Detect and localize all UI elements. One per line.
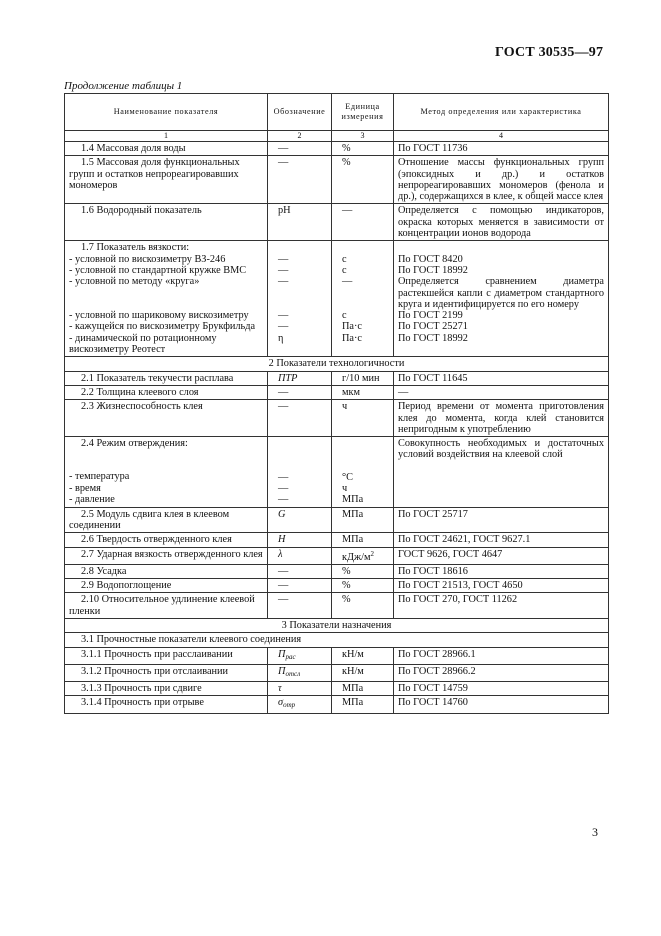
indicator-name: 3.1.4 Прочность при отрыве bbox=[81, 697, 204, 709]
unit-text: кДж/м bbox=[342, 551, 371, 563]
table-row bbox=[65, 647, 609, 664]
unit-text: ч bbox=[342, 483, 348, 495]
indicator-name: - время bbox=[69, 482, 101, 494]
indicator-name: 2.3 Жизнеспособность клея bbox=[81, 401, 203, 413]
symbol-text: λ bbox=[278, 548, 283, 560]
symbol-text: — bbox=[278, 264, 289, 276]
unit-cell bbox=[332, 400, 394, 437]
symbol-cell bbox=[268, 385, 332, 399]
table-row bbox=[65, 371, 609, 385]
symbol-cell bbox=[268, 547, 332, 564]
indicator-name: 2.10 Относительное удлинение клеевой пленки bbox=[69, 594, 255, 617]
method-text: По ГОСТ 8420 bbox=[398, 253, 463, 265]
unit-superscript: 2 bbox=[370, 549, 375, 558]
symbol-text: — bbox=[278, 310, 289, 322]
table-row bbox=[65, 507, 609, 533]
section-title: 2 Показатели технологичности bbox=[65, 357, 609, 371]
table-header-row bbox=[65, 94, 609, 131]
unit-text: с bbox=[342, 253, 347, 265]
indicator-name: 2.2 Толщина клеевого слоя bbox=[81, 386, 199, 398]
unit-text: % bbox=[342, 565, 351, 577]
unit-cell bbox=[332, 533, 394, 547]
symbol-text: — bbox=[278, 276, 289, 288]
symbol-subscript: рас bbox=[285, 652, 296, 661]
unit-cell bbox=[332, 507, 394, 533]
table-row bbox=[65, 400, 609, 437]
table-row bbox=[65, 664, 609, 681]
indicator-name: - давление bbox=[69, 494, 115, 506]
indicator-name: 1.5 Массовая доля функциональных групп и остатков непрореагировавших мономеров bbox=[69, 157, 240, 191]
sub-item bbox=[69, 321, 263, 332]
indicator-name: - условной по стандартной кружке ВМС bbox=[69, 264, 247, 276]
unit-text: Па·с bbox=[342, 321, 363, 333]
symbol-text: — bbox=[278, 253, 289, 265]
table-row bbox=[65, 142, 609, 156]
indicator-name: 2.7 Ударная вязкость отвержденного клея bbox=[81, 548, 263, 560]
symbol-cell bbox=[268, 696, 332, 713]
method-cell: По ГОСТ 18616 bbox=[394, 564, 609, 578]
column-number: 1 bbox=[65, 131, 268, 142]
name-cell bbox=[65, 400, 268, 437]
method-cell: Совокупность необходимых и достаточных условий воздействия на клеевой слой bbox=[394, 437, 609, 507]
unit-text: мкм bbox=[342, 386, 361, 398]
symbol-cell bbox=[268, 371, 332, 385]
indicator-name: 3.1 Прочностные показатели клеевого соединения bbox=[81, 634, 302, 646]
method-cell: По ГОСТ 21513, ГОСТ 4650 bbox=[394, 579, 609, 593]
group-row bbox=[65, 633, 609, 647]
method-cell: По ГОСТ 14760 bbox=[394, 696, 609, 713]
unit-text: кН/м bbox=[342, 665, 364, 677]
column-number: 2 bbox=[268, 131, 332, 142]
sub-item bbox=[69, 471, 263, 482]
indicator-name: - динамической по ротационному вискозиметру Реотест bbox=[69, 332, 217, 356]
unit-text: МПа bbox=[342, 683, 364, 695]
method-cell: По ГОСТ 14759 bbox=[394, 682, 609, 696]
section-title: 3 Показатели назначения bbox=[65, 618, 609, 632]
indicator-name: - температура bbox=[69, 471, 130, 483]
symbol-text: — bbox=[278, 386, 289, 398]
method-cell: По ГОСТ 270, ГОСТ 11262 bbox=[394, 593, 609, 619]
symbol-cell bbox=[268, 400, 332, 437]
symbol-cell bbox=[268, 507, 332, 533]
unit-text: г/10 мин bbox=[342, 372, 380, 384]
unit-text: — bbox=[342, 276, 353, 288]
table-row bbox=[65, 579, 609, 593]
sub-item bbox=[69, 276, 263, 310]
document-code: ГОСТ 30535—97 bbox=[495, 45, 604, 60]
name-cell bbox=[65, 507, 268, 533]
symbol-text: pH bbox=[278, 205, 291, 217]
symbol-cell bbox=[268, 682, 332, 696]
method-cell: ГОСТ 9626, ГОСТ 4647 bbox=[394, 547, 609, 564]
unit-text: % bbox=[342, 594, 351, 606]
method-text: По ГОСТ 2199 bbox=[398, 310, 463, 322]
symbol-text: — bbox=[278, 143, 289, 154]
name-cell bbox=[65, 533, 268, 547]
name-cell bbox=[65, 371, 268, 385]
name-cell bbox=[65, 142, 268, 156]
unit-text: МПа bbox=[342, 508, 364, 520]
indicator-name: 2.6 Твердость отвержденного клея bbox=[81, 534, 232, 546]
column-number: 3 bbox=[332, 131, 394, 142]
symbol-cell bbox=[268, 204, 332, 241]
name-cell bbox=[65, 696, 268, 713]
method-cell bbox=[394, 241, 609, 357]
unit-cell bbox=[332, 142, 394, 156]
name-cell bbox=[65, 647, 268, 664]
method-cell: Период времени от момента приготовления клея до момента, когда клей становится непригодным к употреблению bbox=[394, 400, 609, 437]
symbol-text: — bbox=[278, 580, 289, 592]
indicator-name: - кажущейся по вискозиметру Брукфильда bbox=[69, 321, 256, 333]
unit-text: МПа bbox=[342, 697, 364, 709]
method-cell: — bbox=[394, 385, 609, 399]
symbol-cell bbox=[268, 437, 332, 507]
symbol-cell bbox=[268, 564, 332, 578]
name-cell bbox=[65, 564, 268, 578]
unit-cell bbox=[332, 547, 394, 564]
column-number: 4 bbox=[394, 131, 609, 142]
symbol-text: — bbox=[278, 401, 289, 413]
sub-item bbox=[69, 254, 263, 265]
unit-cell bbox=[332, 593, 394, 619]
method-cell: По ГОСТ 28966.2 bbox=[394, 664, 609, 681]
indicator-name: - условной по методу «круга» bbox=[69, 276, 200, 288]
name-cell bbox=[65, 241, 268, 357]
name-cell bbox=[65, 579, 268, 593]
unit-text: — bbox=[342, 205, 353, 217]
table-row bbox=[65, 682, 609, 696]
symbol-subscript: отсл bbox=[285, 669, 301, 678]
section-row bbox=[65, 357, 609, 371]
unit-text: °С bbox=[342, 471, 353, 483]
unit-text: % bbox=[342, 143, 351, 154]
symbol-cell bbox=[268, 241, 332, 357]
sub-item bbox=[69, 483, 263, 494]
table-row bbox=[65, 696, 609, 713]
column-header-method: Метод определения или характеристика bbox=[394, 94, 609, 131]
table-row bbox=[65, 437, 609, 507]
table-row bbox=[65, 156, 609, 204]
symbol-text: — bbox=[278, 471, 289, 483]
symbol-text: ПТР bbox=[278, 372, 298, 384]
symbol-cell bbox=[268, 533, 332, 547]
table-continuation-label: Продолжение таблицы 1 bbox=[64, 80, 183, 92]
group-title bbox=[65, 633, 609, 647]
unit-cell bbox=[332, 156, 394, 204]
name-cell bbox=[65, 156, 268, 204]
name-cell bbox=[65, 385, 268, 399]
unit-text: % bbox=[342, 580, 351, 592]
unit-text: кН/м bbox=[342, 648, 364, 660]
symbol-text: — bbox=[278, 157, 289, 169]
unit-cell bbox=[332, 564, 394, 578]
symbol-text: П bbox=[278, 665, 286, 677]
sub-item bbox=[69, 333, 263, 356]
indicator-name: 3.1.3 Прочность при сдвиге bbox=[81, 683, 202, 695]
method-cell: По ГОСТ 24621, ГОСТ 9627.1 bbox=[394, 533, 609, 547]
unit-text: МПа bbox=[342, 534, 364, 546]
page-number: 3 bbox=[592, 825, 598, 839]
indicators-table bbox=[64, 93, 609, 714]
column-header-name: Наименование показателя bbox=[65, 94, 268, 131]
indicator-name: 2.8 Усадка bbox=[81, 565, 127, 577]
unit-cell bbox=[332, 696, 394, 713]
name-cell bbox=[65, 593, 268, 619]
name-cell bbox=[65, 204, 268, 241]
symbol-cell bbox=[268, 593, 332, 619]
symbol-text: η bbox=[278, 332, 284, 344]
table-row bbox=[65, 564, 609, 578]
section-row bbox=[65, 618, 609, 632]
column-number-row bbox=[65, 131, 609, 142]
sub-item bbox=[69, 310, 263, 321]
method-text: По ГОСТ 25271 bbox=[398, 321, 468, 333]
indicator-name: 3.1.2 Прочность при отслаивании bbox=[81, 665, 229, 677]
unit-cell bbox=[332, 664, 394, 681]
unit-cell bbox=[332, 371, 394, 385]
table-row bbox=[65, 533, 609, 547]
method-text: Определяется сравнением диаметра растекшейся капли с диаметром стандартного круга и идентифицируется по его номеру bbox=[398, 276, 604, 310]
unit-cell bbox=[332, 437, 394, 507]
symbol-cell bbox=[268, 664, 332, 681]
method-cell: По ГОСТ 28966.1 bbox=[394, 647, 609, 664]
table-row bbox=[65, 547, 609, 564]
unit-text: с bbox=[342, 264, 347, 276]
unit-cell bbox=[332, 647, 394, 664]
symbol-text: — bbox=[278, 565, 289, 577]
sub-item bbox=[69, 265, 263, 276]
name-cell bbox=[65, 547, 268, 564]
unit-text: % bbox=[342, 157, 351, 169]
indicator-name: 2.4 Режим отверждения: bbox=[81, 438, 188, 450]
table-row bbox=[65, 593, 609, 619]
table-row bbox=[65, 204, 609, 241]
unit-text: с bbox=[342, 310, 347, 322]
symbol-text: — bbox=[278, 494, 289, 506]
symbol-text: σ bbox=[278, 697, 284, 709]
unit-cell bbox=[332, 579, 394, 593]
method-text: По ГОСТ 18992 bbox=[398, 332, 468, 344]
indicator-name: - условной по шариковому вискозиметру bbox=[69, 310, 249, 322]
indicator-name: 3.1.1 Прочность при расслаивании bbox=[81, 648, 233, 660]
symbol-text: — bbox=[278, 483, 289, 495]
method-cell: Определяется с помощью индикаторов, окраска которых меняется в зависимости от концентрации ионов водорода bbox=[394, 204, 609, 241]
symbol-text: — bbox=[278, 594, 289, 606]
symbol-text: — bbox=[278, 321, 289, 333]
indicator-name: 1.6 Водородный показатель bbox=[81, 205, 202, 217]
symbol-text: П bbox=[278, 648, 286, 660]
table-body bbox=[65, 142, 609, 714]
symbol-text: H bbox=[278, 534, 286, 546]
table-row bbox=[65, 241, 609, 357]
symbol-subscript: отр bbox=[283, 701, 296, 710]
unit-cell bbox=[332, 241, 394, 357]
indicator-name: - условной по вискозиметру ВЗ-246 bbox=[69, 253, 226, 265]
sub-item bbox=[69, 494, 263, 505]
unit-cell bbox=[332, 385, 394, 399]
indicator-name: 2.9 Водопоглощение bbox=[81, 580, 172, 592]
column-header-symbol: Обозначение bbox=[268, 94, 332, 131]
unit-cell bbox=[332, 682, 394, 696]
unit-text: Па·с bbox=[342, 332, 363, 344]
method-cell: По ГОСТ 25717 bbox=[394, 507, 609, 533]
unit-text: ч bbox=[342, 401, 348, 413]
name-cell bbox=[65, 682, 268, 696]
indicator-name: 2.1 Показатель текучести расплава bbox=[81, 372, 234, 384]
indicator-name: 1.4 Массовая доля воды bbox=[81, 143, 186, 154]
method-cell: По ГОСТ 11645 bbox=[394, 371, 609, 385]
indicator-name: 2.5 Модуль сдвига клея в клеевом соединении bbox=[69, 508, 230, 531]
symbol-cell bbox=[268, 142, 332, 156]
method-text: По ГОСТ 18992 bbox=[398, 264, 468, 276]
name-cell bbox=[65, 437, 268, 507]
table-row bbox=[65, 385, 609, 399]
indicator-name: 1.7 Показатель вязкости: bbox=[81, 242, 190, 254]
symbol-text: τ bbox=[278, 683, 282, 695]
name-cell bbox=[65, 664, 268, 681]
symbol-cell bbox=[268, 647, 332, 664]
symbol-cell bbox=[268, 579, 332, 593]
column-header-unit: Единица измерения bbox=[332, 94, 394, 131]
unit-cell bbox=[332, 204, 394, 241]
symbol-cell bbox=[268, 156, 332, 204]
symbol-text: G bbox=[278, 508, 286, 520]
method-cell: По ГОСТ 11736 bbox=[394, 142, 609, 156]
method-cell: Отношение массы функциональных групп (эпоксидных и др.) и остатков непрореагировавших мономеров (фенола и др.), содержащихся в клее, к общей массе клея bbox=[394, 156, 609, 204]
unit-text: МПа bbox=[342, 494, 364, 506]
